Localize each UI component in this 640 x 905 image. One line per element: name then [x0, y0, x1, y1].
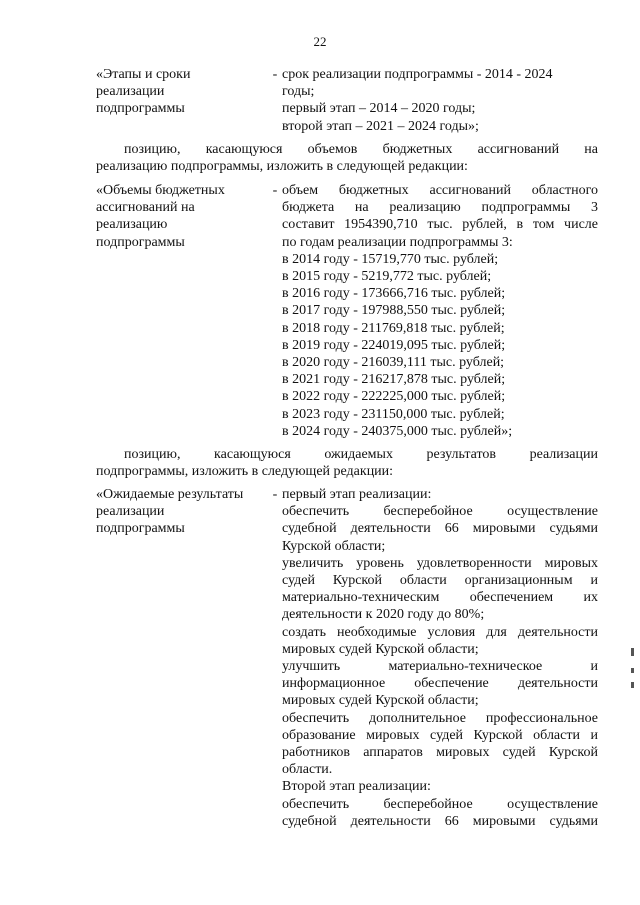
year-line: в 2018 году - 211769,818 тыс. рублей;: [282, 320, 505, 336]
year-line: в 2017 году - 197988,550 тыс. рублей;: [282, 303, 506, 319]
year-line: в 2016 году - 173666,716 тыс. рублей;: [282, 286, 506, 302]
label-line: реализации: [96, 504, 165, 520]
value-line: судей Курской области организационным и: [282, 573, 598, 589]
value-line: образование мировых судей Курской области и: [282, 727, 598, 743]
value-line: увеличить уровень удовлетворенности мировых: [282, 555, 598, 571]
value-line: материально-техническим обеспечением их: [282, 590, 598, 606]
value-line: судебной деятельности 66 мировыми судьями: [282, 813, 598, 829]
label-line: «Объемы бюджетных: [96, 183, 225, 198]
results-value: [282, 486, 598, 830]
value-line: мировых судей Курской области;: [282, 693, 479, 709]
value-line: работников аппаратов мировых судей Курской: [282, 745, 598, 761]
paragraph-line: позицию, касающуюся ожидаемых результатов реализации: [124, 447, 598, 462]
value-line: срок реализации подпрограммы - 2014 - 2024: [282, 67, 553, 82]
label-line: «Ожидаемые результаты: [96, 487, 244, 502]
label-line: подпрограммы: [96, 521, 185, 537]
position-paragraph-results: [96, 446, 598, 480]
results-dash: -: [272, 487, 278, 502]
label-line: реализации: [96, 84, 165, 100]
label-line: «Этапы и сроки: [96, 67, 191, 82]
scan-artifact: [631, 682, 634, 688]
value-line: судебной деятельности 66 мировыми судьями: [282, 521, 598, 537]
budget-section: [96, 182, 598, 440]
value-line: первый этап реализации:: [282, 487, 432, 502]
value-line: Второй этап реализации:: [282, 779, 431, 795]
paragraph-line: реализацию подпрограммы, изложить в следующей редакции:: [96, 159, 468, 175]
label-line: подпрограммы: [96, 101, 185, 117]
value-line: улучшить материально-техническое и: [282, 659, 598, 675]
year-line: в 2021 году - 216217,878 тыс. рублей;: [282, 372, 506, 388]
year-line: в 2015 году - 5219,772 тыс. рублей;: [282, 269, 492, 285]
stages-section: [96, 66, 598, 135]
value-line: Курской области;: [282, 538, 386, 554]
value-line: деятельности к 2020 году до 80%;: [282, 607, 485, 623]
paragraph-line: подпрограммы, изложить в следующей редакции:: [96, 464, 394, 480]
value-line: составит 1954390,710 тыс. рублей, в том числе: [282, 217, 598, 233]
label-line: реализацию: [96, 217, 168, 233]
budget-value: [282, 182, 598, 440]
results-label: [96, 486, 268, 830]
value-line: обеспечить дополнительное профессиональное: [282, 710, 598, 726]
label-line: ассигнований на: [96, 200, 195, 216]
year-line: в 2014 году - 15719,770 тыс. рублей;: [282, 251, 499, 267]
scan-artifact: [631, 668, 634, 673]
page-number: 22: [313, 34, 327, 49]
results-section: [96, 486, 598, 830]
year-line: в 2022 году - 222225,000 тыс. рублей;: [282, 389, 506, 405]
stages-label: [96, 66, 268, 135]
paragraph-line: позицию, касающуюся объемов бюджетных ассигнований на: [124, 142, 598, 157]
value-line: бюджета на реализацию подпрограммы 3: [282, 200, 598, 216]
year-line: в 2024 году - 240375,000 тыс. рублей»;: [282, 423, 513, 439]
value-line: второй этап – 2021 – 2024 годы»;: [282, 118, 479, 134]
value-line: области.: [282, 762, 333, 778]
budget-dash: -: [272, 183, 278, 198]
value-line: годы;: [282, 84, 315, 100]
value-line: первый этап – 2014 – 2020 годы;: [282, 101, 476, 117]
label-line: подпрограммы: [96, 234, 185, 250]
value-line: обеспечить бесперебойное осуществление: [282, 504, 598, 520]
year-line: в 2023 году - 231150,000 тыс. рублей;: [282, 406, 505, 422]
value-line: мировых судей Курской области;: [282, 641, 479, 657]
stages-dash: -: [272, 67, 278, 82]
value-line: обеспечить бесперебойное осуществление: [282, 796, 598, 812]
value-line: создать необходимые условия для деятельности: [282, 624, 598, 640]
year-line: в 2020 году - 216039,111 тыс. рублей;: [282, 355, 505, 371]
value-line: по годам реализации подпрограммы 3:: [282, 234, 513, 250]
scan-artifact: [631, 648, 634, 656]
position-paragraph-budget: [96, 141, 598, 175]
value-line: информационное обеспечение деятельности: [282, 676, 598, 692]
stages-value: [282, 66, 598, 135]
value-line: объем бюджетных ассигнований областного: [282, 183, 598, 198]
budget-label: [96, 182, 268, 440]
year-line: в 2019 году - 224019,095 тыс. рублей;: [282, 337, 506, 353]
